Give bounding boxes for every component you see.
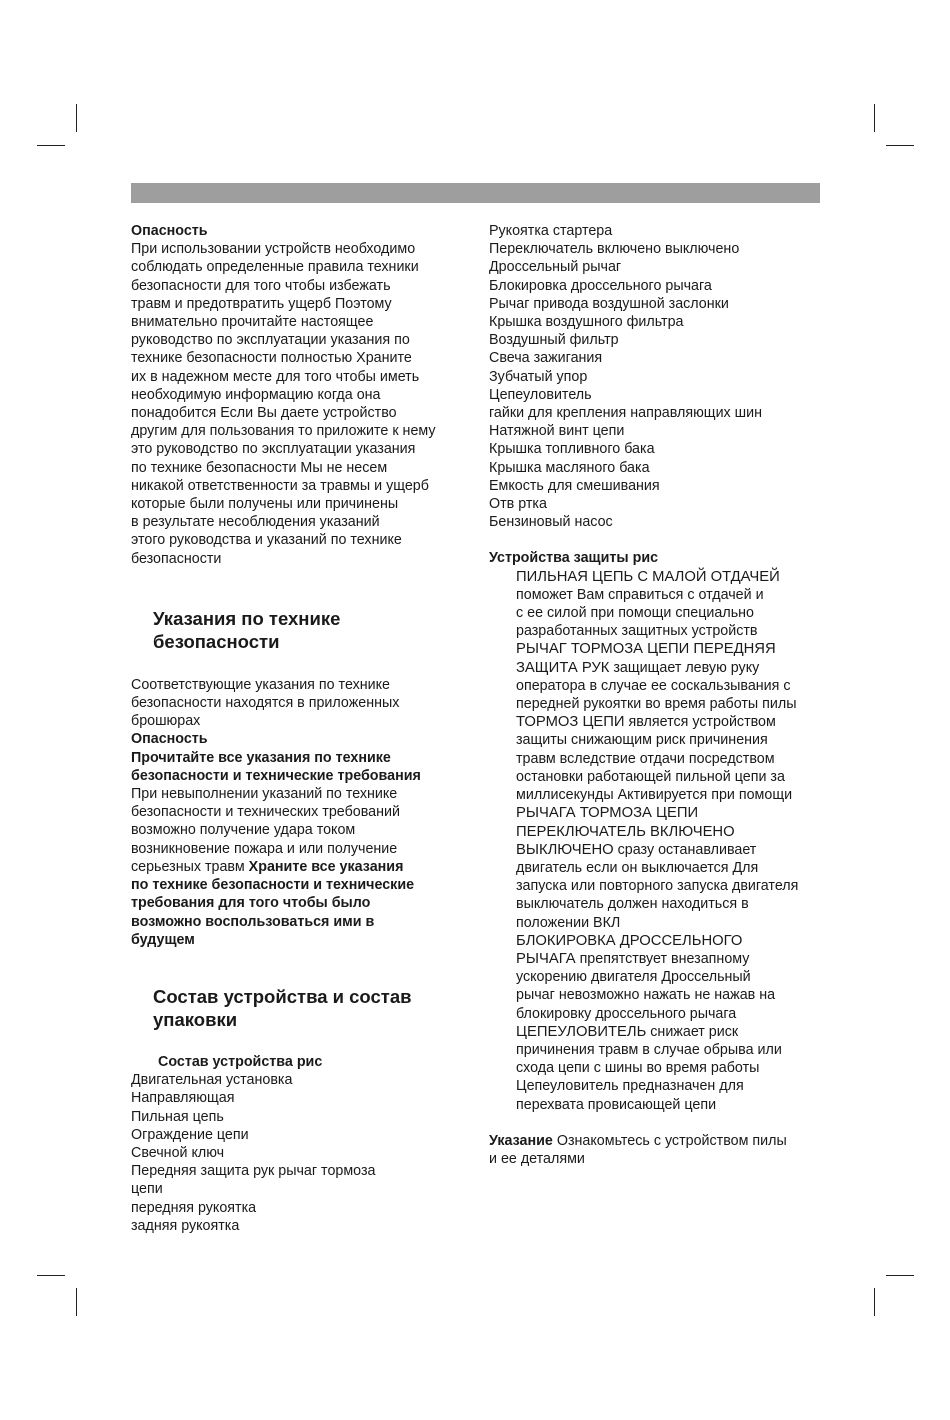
list-item: Крышка топливного бака (489, 441, 655, 458)
list-item: Воздушный фильтр (489, 332, 619, 349)
protection-caps: ТОРМОЗ ЦЕПИ (516, 714, 625, 731)
protection-text: защищает левую руку оператора в случае ее соскальзывания с передней рукоятки во время работы пилы (516, 659, 797, 713)
crop-mark (886, 145, 914, 146)
list-item: Крышка воздушного фильтра (489, 314, 684, 331)
protection-caps: БЛОКИРОВКА ДРОССЕЛЬНОГО РЫЧАГА (516, 932, 743, 967)
list-item: Пильная цепь (131, 1108, 224, 1125)
crop-mark (37, 1275, 65, 1276)
danger2-bold: Прочитайте все указания по технике безопасности и технические требования (131, 749, 421, 784)
list-item: передняя рукоятка (131, 1199, 257, 1216)
list-item: Свеча зажигания (489, 350, 603, 367)
protection-title: Устройства защиты рис (489, 550, 659, 567)
protection-caps: ПИЛЬНАЯ ЦЕПЬ С МАЛОЙ ОТДАЧЕЙ (516, 568, 780, 585)
list-item: Ограждение цепи (131, 1126, 249, 1143)
right-column (489, 222, 829, 1168)
parts-list (489, 222, 829, 531)
list-item: Бензиновый насос (489, 514, 613, 531)
list-item: Крышка масляного бака (489, 459, 650, 476)
crop-mark (76, 1288, 77, 1316)
composition-heading: Состав устройства и состав упаковки (153, 985, 412, 1030)
list-item: Переключатель включено выключено (489, 241, 740, 258)
note-paragraph (489, 1132, 829, 1168)
danger2-bold-tail: Храните все указания по технике безопасности и технические требования для того чтобы было возможно воспользоваться ими в будущем (131, 858, 415, 948)
list-item: Рукоятка стартера (489, 223, 613, 239)
list-item: Зубчатый упор (489, 368, 588, 385)
composition-subtitle: Состав устройства рис (158, 1053, 323, 1070)
protection-text: является устройством защиты снижающим риск причинения травм вследствие отдачи посредством остановки работающей пильной цепи за миллисекунды Активируется при помощи (516, 714, 793, 804)
left-column (131, 222, 476, 1235)
list-item: задняя рукоятка (131, 1217, 240, 1234)
protection-text: препятствует внезапному ускорению двигателя Дроссельный рычаг невозможно нажать не нажав на блокировку дроссельного рычага (516, 950, 776, 1022)
protection-blocks (489, 568, 829, 1114)
list-item: Свечной ключ (131, 1144, 225, 1161)
crop-mark (76, 104, 77, 132)
danger2-text: При невыполнении указаний по технике безопасности и технических требований возможно получение удара током возникновение пожара и или получение серьезных травм (131, 786, 400, 875)
crop-mark (37, 145, 65, 146)
list-item: Натяжной винт цепи (489, 423, 625, 440)
header-bar (131, 183, 820, 203)
list-item: Отв ртка (489, 496, 547, 513)
danger-text: При использовании устройств необходимо соблюдать определенные правила техники безопасности для того чтобы избежать травм и предотвратить ущерб Поэтому внимательно прочитайте настоящее руководство по эксплуатации указания по технике безопасности полностью Храните их в надежном месте для того чтобы иметь необходимую информацию когда она понадобится Если Вы даете устройство другим для пользования то приложите к нему это руководство по эксплуатации указания по технике безопасности Мы не несем никакой ответственности за травмы и ущерб которые были получены или причинены в результате несоблюдения указаний этого руководства и указаний по технике безопасности (131, 241, 436, 567)
protection-block (516, 932, 829, 1023)
note-label: Указание (489, 1132, 553, 1149)
note-text: Ознакомьтесь с устройством пилы и ее деталями (489, 1132, 787, 1167)
list-item: гайки для крепления направляющих шин (489, 405, 763, 422)
list-item: Рычаг привода воздушной заслонки (489, 295, 729, 312)
protection-text: поможет Вам справиться с отдачей и с ее силой при помощи специально разработанных защитных устройств (516, 586, 764, 640)
list-item: Емкость для смешивания (489, 477, 660, 494)
protection-caps: РЫЧАГА ТОРМОЗА ЦЕПИ ПЕРЕКЛЮЧАТЕЛЬ ВКЛЮЧЕНО ВЫКЛЮЧЕНО (516, 805, 735, 858)
list-item: Направляющая (131, 1090, 235, 1107)
crop-mark (874, 104, 875, 132)
protection-text: сразу останавливает двигатель если он выключается Для запуска или повторного запуска двигателя выключатель должен находиться в положении ВКЛ (516, 841, 799, 931)
protection-text: снижает риск причинения травм в случае обрыва или схода цепи с шины во время работы Цепеуловитель предназначен для перехвата провисающей цепи (516, 1023, 782, 1113)
protection-caps: ЦЕПЕУЛОВИТЕЛЬ (516, 1023, 647, 1040)
list-item: Двигательная установка (131, 1072, 293, 1089)
protection-block (516, 804, 829, 931)
crop-mark (886, 1275, 914, 1276)
list-item: Дроссельный рычаг (489, 259, 622, 276)
composition-list (131, 1071, 476, 1235)
protection-caps: РЫЧАГ ТОРМОЗА ЦЕПИ ПЕРЕДНЯЯ ЗАЩИТА РУК (516, 641, 776, 676)
crop-mark (874, 1288, 875, 1316)
list-item: Передняя защита рук рычаг тормоза цепи (131, 1163, 376, 1198)
danger-title: Опасность (131, 223, 208, 239)
danger2-title: Опасность (131, 731, 208, 748)
danger2-paragraph (131, 785, 476, 949)
protection-block (516, 640, 829, 713)
protection-block (516, 713, 829, 804)
protection-block (516, 568, 829, 641)
list-item: Блокировка дроссельного рычага (489, 277, 712, 294)
list-item: Цепеуловитель (489, 386, 592, 403)
safety-heading: Указания по технике безопасности (153, 607, 341, 652)
safety-intro: Соответствующие указания по технике безопасности находятся в приложенных брошюрах (131, 676, 400, 730)
protection-block (516, 1023, 829, 1114)
